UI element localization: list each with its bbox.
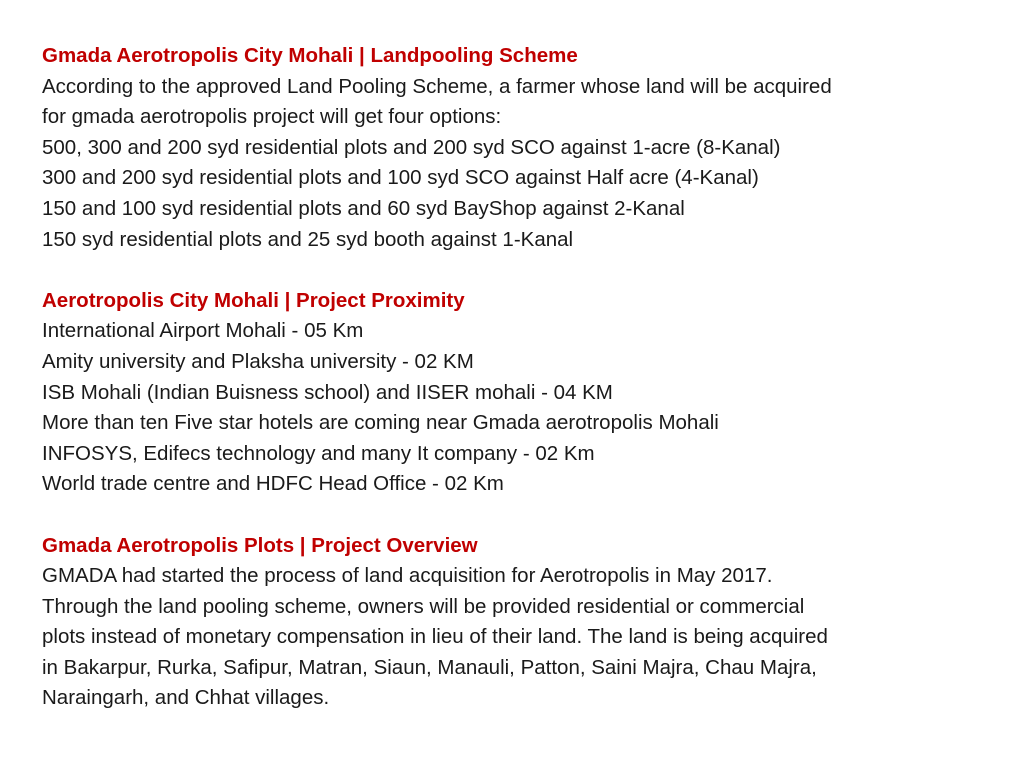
text-line: plots instead of monetary compensation in lieu of their land. The land is being acquired <box>42 625 828 649</box>
text-line: Through the land pooling scheme, owners will be provided residential or commercial <box>42 594 805 618</box>
text-line: 500, 300 and 200 syd residential plots and 200 syd SCO against 1-acre (8-Kanal) <box>42 135 781 159</box>
text-line: INFOSYS, Edifecs technology and many It company - 02 Km <box>42 441 595 465</box>
text-line: Amity university and Plaksha university - 02 KM <box>42 349 474 373</box>
text-line: According to the approved Land Pooling Scheme, a farmer whose land will be acquired <box>42 74 832 98</box>
section-heading: Aerotropolis City Mohali | Project Proximity <box>42 288 465 312</box>
text-line: GMADA had started the process of land acquisition for Aerotropolis in May 2017. <box>42 564 773 588</box>
section-heading: Gmada Aerotropolis Plots | Project Overview <box>42 533 478 557</box>
section-landpooling-scheme <box>42 41 982 255</box>
section-heading: Gmada Aerotropolis City Mohali | Landpooling Scheme <box>42 44 578 67</box>
text-line: World trade centre and HDFC Head Office - 02 Km <box>42 472 504 496</box>
text-line: ISB Mohali (Indian Buisness school) and IISER mohali - 04 KM <box>42 380 613 404</box>
text-line: More than ten Five star hotels are coming near Gmada aerotropolis Mohali <box>42 411 719 435</box>
section-project-overview <box>42 531 982 715</box>
slide-content <box>42 41 982 714</box>
text-line: International Airport Mohali - 05 Km <box>42 319 364 343</box>
section-project-proximity <box>42 286 982 500</box>
text-line: 150 and 100 syd residential plots and 60 syd BayShop against 2-Kanal <box>42 196 685 220</box>
text-line: 150 syd residential plots and 25 syd booth against 1-Kanal <box>42 227 574 251</box>
text-line: Naraingarh, and Chhat villages. <box>42 686 330 710</box>
text-line: for gmada aerotropolis project will get four options: <box>42 105 502 129</box>
text-line: 300 and 200 syd residential plots and 100 syd SCO against Half acre (4-Kanal) <box>42 166 759 190</box>
text-line: in Bakarpur, Rurka, Safipur, Matran, Siaun, Manauli, Patton, Saini Majra, Chau Majra, <box>42 655 817 679</box>
